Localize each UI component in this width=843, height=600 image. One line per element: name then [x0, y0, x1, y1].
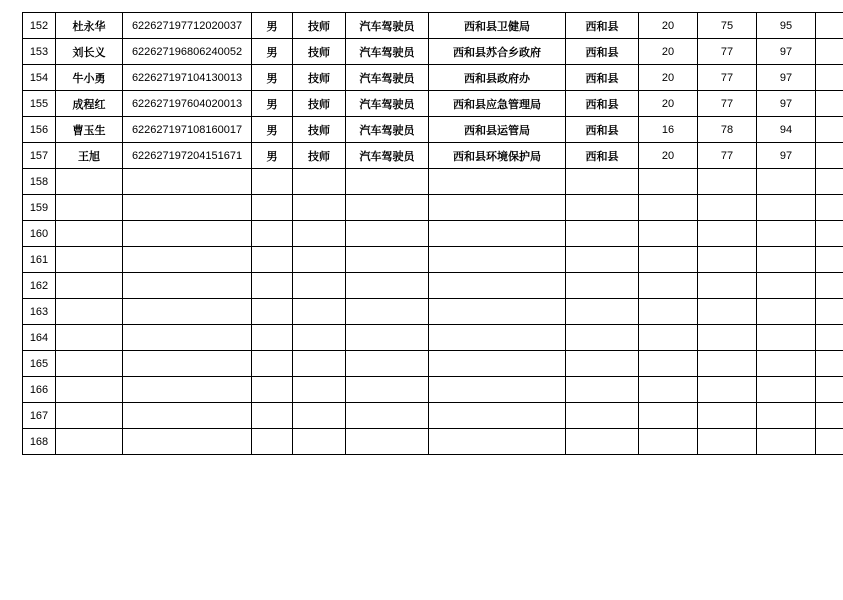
cell-n1[interactable]: 20	[639, 91, 698, 117]
cell-job[interactable]: 汽车驾驶员	[346, 13, 429, 39]
cell-last[interactable]	[816, 91, 843, 117]
cell-index[interactable]: 157	[23, 143, 56, 169]
cell-n3[interactable]	[757, 273, 816, 299]
cell-level[interactable]	[293, 351, 346, 377]
cell-name[interactable]: 刘长义	[56, 39, 123, 65]
cell-n2[interactable]: 77	[698, 65, 757, 91]
data-table	[22, 12, 843, 455]
cell-area[interactable]	[566, 403, 639, 429]
cell-sex[interactable]: 男	[252, 91, 293, 117]
cell-n3[interactable]	[757, 351, 816, 377]
cell-last[interactable]	[816, 221, 843, 247]
cell-name[interactable]	[56, 403, 123, 429]
cell-level[interactable]	[293, 169, 346, 195]
cell-area[interactable]	[566, 377, 639, 403]
cell-name[interactable]: 王旭	[56, 143, 123, 169]
cell-level[interactable]	[293, 221, 346, 247]
table-row[interactable]	[23, 13, 843, 39]
cell-area[interactable]	[566, 429, 639, 455]
cell-sex[interactable]	[252, 377, 293, 403]
cell-n1[interactable]	[639, 325, 698, 351]
cell-id[interactable]	[123, 429, 252, 455]
table-row[interactable]	[23, 117, 843, 143]
cell-job[interactable]	[346, 325, 429, 351]
cell-unit[interactable]	[429, 221, 566, 247]
cell-index[interactable]: 163	[23, 299, 56, 325]
cell-job[interactable]	[346, 377, 429, 403]
cell-name[interactable]	[56, 221, 123, 247]
cell-unit[interactable]	[429, 247, 566, 273]
cell-n1[interactable]: 20	[639, 13, 698, 39]
cell-job[interactable]: 汽车驾驶员	[346, 65, 429, 91]
cell-last[interactable]	[816, 377, 843, 403]
cell-n3[interactable]	[757, 169, 816, 195]
cell-id[interactable]: 622627197108160017	[123, 117, 252, 143]
cell-n1[interactable]	[639, 403, 698, 429]
cell-sex[interactable]	[252, 351, 293, 377]
cell-n2[interactable]	[698, 195, 757, 221]
cell-unit[interactable]: 西和县运管局	[429, 117, 566, 143]
cell-sex[interactable]	[252, 299, 293, 325]
cell-index[interactable]: 154	[23, 65, 56, 91]
cell-n3[interactable]: 94	[757, 117, 816, 143]
cell-index[interactable]: 156	[23, 117, 56, 143]
cell-id[interactable]: 622627197204151671	[123, 143, 252, 169]
table-container	[22, 12, 822, 455]
cell-area[interactable]: 西和县	[566, 39, 639, 65]
cell-last[interactable]	[816, 299, 843, 325]
table-row[interactable]	[23, 247, 843, 273]
table-row[interactable]	[23, 65, 843, 91]
cell-name[interactable]	[56, 247, 123, 273]
cell-name[interactable]	[56, 325, 123, 351]
cell-level[interactable]: 技师	[293, 91, 346, 117]
cell-n2[interactable]	[698, 273, 757, 299]
cell-id[interactable]: 622627197712020037	[123, 13, 252, 39]
cell-last[interactable]	[816, 273, 843, 299]
cell-n3[interactable]: 97	[757, 65, 816, 91]
cell-job[interactable]	[346, 221, 429, 247]
cell-n3[interactable]	[757, 377, 816, 403]
cell-area[interactable]: 西和县	[566, 143, 639, 169]
cell-area[interactable]	[566, 299, 639, 325]
cell-job[interactable]	[346, 351, 429, 377]
cell-id[interactable]	[123, 169, 252, 195]
cell-n1[interactable]: 20	[639, 143, 698, 169]
cell-n2[interactable]: 77	[698, 143, 757, 169]
cell-sex[interactable]	[252, 429, 293, 455]
cell-n2[interactable]	[698, 247, 757, 273]
cell-n3[interactable]: 97	[757, 91, 816, 117]
cell-job[interactable]	[346, 403, 429, 429]
cell-last[interactable]	[816, 429, 843, 455]
cell-n1[interactable]	[639, 429, 698, 455]
cell-id[interactable]	[123, 221, 252, 247]
cell-index[interactable]: 164	[23, 325, 56, 351]
cell-level[interactable]: 技师	[293, 143, 346, 169]
table-row[interactable]	[23, 429, 843, 455]
cell-last[interactable]	[816, 403, 843, 429]
cell-level[interactable]: 技师	[293, 117, 346, 143]
table-row[interactable]	[23, 143, 843, 169]
cell-unit[interactable]: 西和县应急管理局	[429, 91, 566, 117]
cell-job[interactable]	[346, 299, 429, 325]
cell-unit[interactable]	[429, 403, 566, 429]
cell-index[interactable]: 153	[23, 39, 56, 65]
cell-name[interactable]: 杜永华	[56, 13, 123, 39]
cell-level[interactable]: 技师	[293, 13, 346, 39]
cell-index[interactable]: 161	[23, 247, 56, 273]
cell-n1[interactable]: 16	[639, 117, 698, 143]
cell-n1[interactable]: 20	[639, 65, 698, 91]
cell-index[interactable]: 152	[23, 13, 56, 39]
cell-n3[interactable]	[757, 247, 816, 273]
cell-n3[interactable]: 97	[757, 39, 816, 65]
cell-n2[interactable]	[698, 169, 757, 195]
table-body	[23, 13, 843, 455]
cell-level[interactable]: 技师	[293, 65, 346, 91]
cell-n1[interactable]	[639, 377, 698, 403]
cell-name[interactable]	[56, 273, 123, 299]
cell-name[interactable]: 牛小勇	[56, 65, 123, 91]
cell-name[interactable]	[56, 351, 123, 377]
cell-sex[interactable]: 男	[252, 143, 293, 169]
cell-index[interactable]: 166	[23, 377, 56, 403]
cell-job[interactable]: 汽车驾驶员	[346, 39, 429, 65]
cell-n3[interactable]	[757, 325, 816, 351]
cell-last[interactable]	[816, 13, 843, 39]
cell-n2[interactable]: 75	[698, 13, 757, 39]
cell-sex[interactable]	[252, 169, 293, 195]
cell-area[interactable]: 西和县	[566, 117, 639, 143]
cell-index[interactable]: 155	[23, 91, 56, 117]
cell-n1[interactable]	[639, 169, 698, 195]
cell-name[interactable]	[56, 429, 123, 455]
cell-last[interactable]	[816, 325, 843, 351]
cell-area[interactable]: 西和县	[566, 13, 639, 39]
cell-n2[interactable]	[698, 377, 757, 403]
cell-n2[interactable]	[698, 299, 757, 325]
cell-id[interactable]: 622627196806240052	[123, 39, 252, 65]
cell-id[interactable]	[123, 299, 252, 325]
cell-index[interactable]: 165	[23, 351, 56, 377]
cell-unit[interactable]	[429, 299, 566, 325]
cell-level[interactable]	[293, 377, 346, 403]
table-row[interactable]	[23, 91, 843, 117]
table-row[interactable]	[23, 351, 843, 377]
cell-unit[interactable]: 西和县苏合乡政府	[429, 39, 566, 65]
cell-n2[interactable]	[698, 351, 757, 377]
cell-last[interactable]	[816, 39, 843, 65]
cell-sex[interactable]: 男	[252, 13, 293, 39]
cell-index[interactable]: 167	[23, 403, 56, 429]
cell-index[interactable]: 160	[23, 221, 56, 247]
cell-sex[interactable]: 男	[252, 65, 293, 91]
cell-name[interactable]: 曹玉生	[56, 117, 123, 143]
cell-last[interactable]	[816, 143, 843, 169]
cell-n2[interactable]: 78	[698, 117, 757, 143]
cell-area[interactable]: 西和县	[566, 65, 639, 91]
cell-id[interactable]	[123, 247, 252, 273]
cell-job[interactable]	[346, 195, 429, 221]
table-row[interactable]	[23, 221, 843, 247]
cell-name[interactable]: 成程红	[56, 91, 123, 117]
cell-area[interactable]	[566, 351, 639, 377]
cell-unit[interactable]	[429, 195, 566, 221]
table-row[interactable]	[23, 169, 843, 195]
cell-job[interactable]	[346, 247, 429, 273]
cell-unit[interactable]	[429, 273, 566, 299]
cell-last[interactable]	[816, 117, 843, 143]
cell-n1[interactable]	[639, 221, 698, 247]
cell-level[interactable]	[293, 273, 346, 299]
cell-index[interactable]: 158	[23, 169, 56, 195]
cell-sex[interactable]	[252, 247, 293, 273]
cell-n1[interactable]	[639, 273, 698, 299]
cell-sex[interactable]	[252, 273, 293, 299]
cell-name[interactable]	[56, 299, 123, 325]
cell-last[interactable]	[816, 195, 843, 221]
cell-id[interactable]	[123, 325, 252, 351]
cell-unit[interactable]	[429, 429, 566, 455]
cell-level[interactable]	[293, 403, 346, 429]
cell-area[interactable]	[566, 169, 639, 195]
cell-unit[interactable]: 西和县环境保护局	[429, 143, 566, 169]
cell-area[interactable]	[566, 221, 639, 247]
cell-n2[interactable]: 77	[698, 39, 757, 65]
cell-unit[interactable]	[429, 377, 566, 403]
cell-unit[interactable]	[429, 169, 566, 195]
cell-n1[interactable]: 20	[639, 39, 698, 65]
cell-sex[interactable]	[252, 403, 293, 429]
cell-area[interactable]	[566, 325, 639, 351]
cell-last[interactable]	[816, 351, 843, 377]
cell-job[interactable]	[346, 169, 429, 195]
cell-sex[interactable]: 男	[252, 39, 293, 65]
cell-sex[interactable]	[252, 325, 293, 351]
cell-last[interactable]	[816, 169, 843, 195]
table-row[interactable]	[23, 403, 843, 429]
cell-area[interactable]	[566, 273, 639, 299]
cell-n3[interactable]: 97	[757, 143, 816, 169]
cell-id[interactable]	[123, 351, 252, 377]
cell-n2[interactable]	[698, 325, 757, 351]
cell-area[interactable]	[566, 195, 639, 221]
table-row[interactable]	[23, 377, 843, 403]
cell-job[interactable]	[346, 273, 429, 299]
cell-id[interactable]	[123, 377, 252, 403]
cell-index[interactable]: 159	[23, 195, 56, 221]
cell-index[interactable]: 162	[23, 273, 56, 299]
cell-name[interactable]	[56, 169, 123, 195]
cell-level[interactable]	[293, 299, 346, 325]
cell-level[interactable]	[293, 195, 346, 221]
cell-index[interactable]: 168	[23, 429, 56, 455]
cell-n3[interactable]	[757, 429, 816, 455]
cell-sex[interactable]	[252, 221, 293, 247]
cell-unit[interactable]	[429, 351, 566, 377]
table-row[interactable]	[23, 195, 843, 221]
cell-n1[interactable]	[639, 247, 698, 273]
cell-unit[interactable]: 西和县卫健局	[429, 13, 566, 39]
cell-sex[interactable]	[252, 195, 293, 221]
cell-unit[interactable]: 西和县政府办	[429, 65, 566, 91]
cell-sex[interactable]: 男	[252, 117, 293, 143]
cell-n1[interactable]	[639, 299, 698, 325]
cell-area[interactable]	[566, 247, 639, 273]
table-row[interactable]	[23, 325, 843, 351]
cell-job[interactable]: 汽车驾驶员	[346, 117, 429, 143]
table-row[interactable]	[23, 39, 843, 65]
cell-n2[interactable]	[698, 429, 757, 455]
cell-id[interactable]	[123, 403, 252, 429]
cell-id[interactable]: 622627197604020013	[123, 91, 252, 117]
cell-name[interactable]	[56, 377, 123, 403]
cell-n2[interactable]: 77	[698, 91, 757, 117]
table-row[interactable]	[23, 273, 843, 299]
cell-id[interactable]	[123, 195, 252, 221]
cell-job[interactable]: 汽车驾驶员	[346, 91, 429, 117]
cell-level[interactable]	[293, 429, 346, 455]
cell-level[interactable]	[293, 325, 346, 351]
cell-name[interactable]	[56, 195, 123, 221]
cell-n3[interactable]	[757, 299, 816, 325]
cell-n3[interactable]: 95	[757, 13, 816, 39]
cell-last[interactable]	[816, 247, 843, 273]
cell-unit[interactable]	[429, 325, 566, 351]
cell-n3[interactable]	[757, 221, 816, 247]
cell-job[interactable]	[346, 429, 429, 455]
cell-level[interactable]	[293, 247, 346, 273]
cell-n1[interactable]	[639, 351, 698, 377]
cell-last[interactable]	[816, 65, 843, 91]
cell-id[interactable]: 622627197104130013	[123, 65, 252, 91]
cell-n2[interactable]	[698, 221, 757, 247]
table-row[interactable]	[23, 299, 843, 325]
cell-area[interactable]: 西和县	[566, 91, 639, 117]
cell-job[interactable]: 汽车驾驶员	[346, 143, 429, 169]
cell-n3[interactable]	[757, 195, 816, 221]
cell-n2[interactable]	[698, 403, 757, 429]
cell-id[interactable]	[123, 273, 252, 299]
cell-n1[interactable]	[639, 195, 698, 221]
cell-level[interactable]: 技师	[293, 39, 346, 65]
cell-n3[interactable]	[757, 403, 816, 429]
